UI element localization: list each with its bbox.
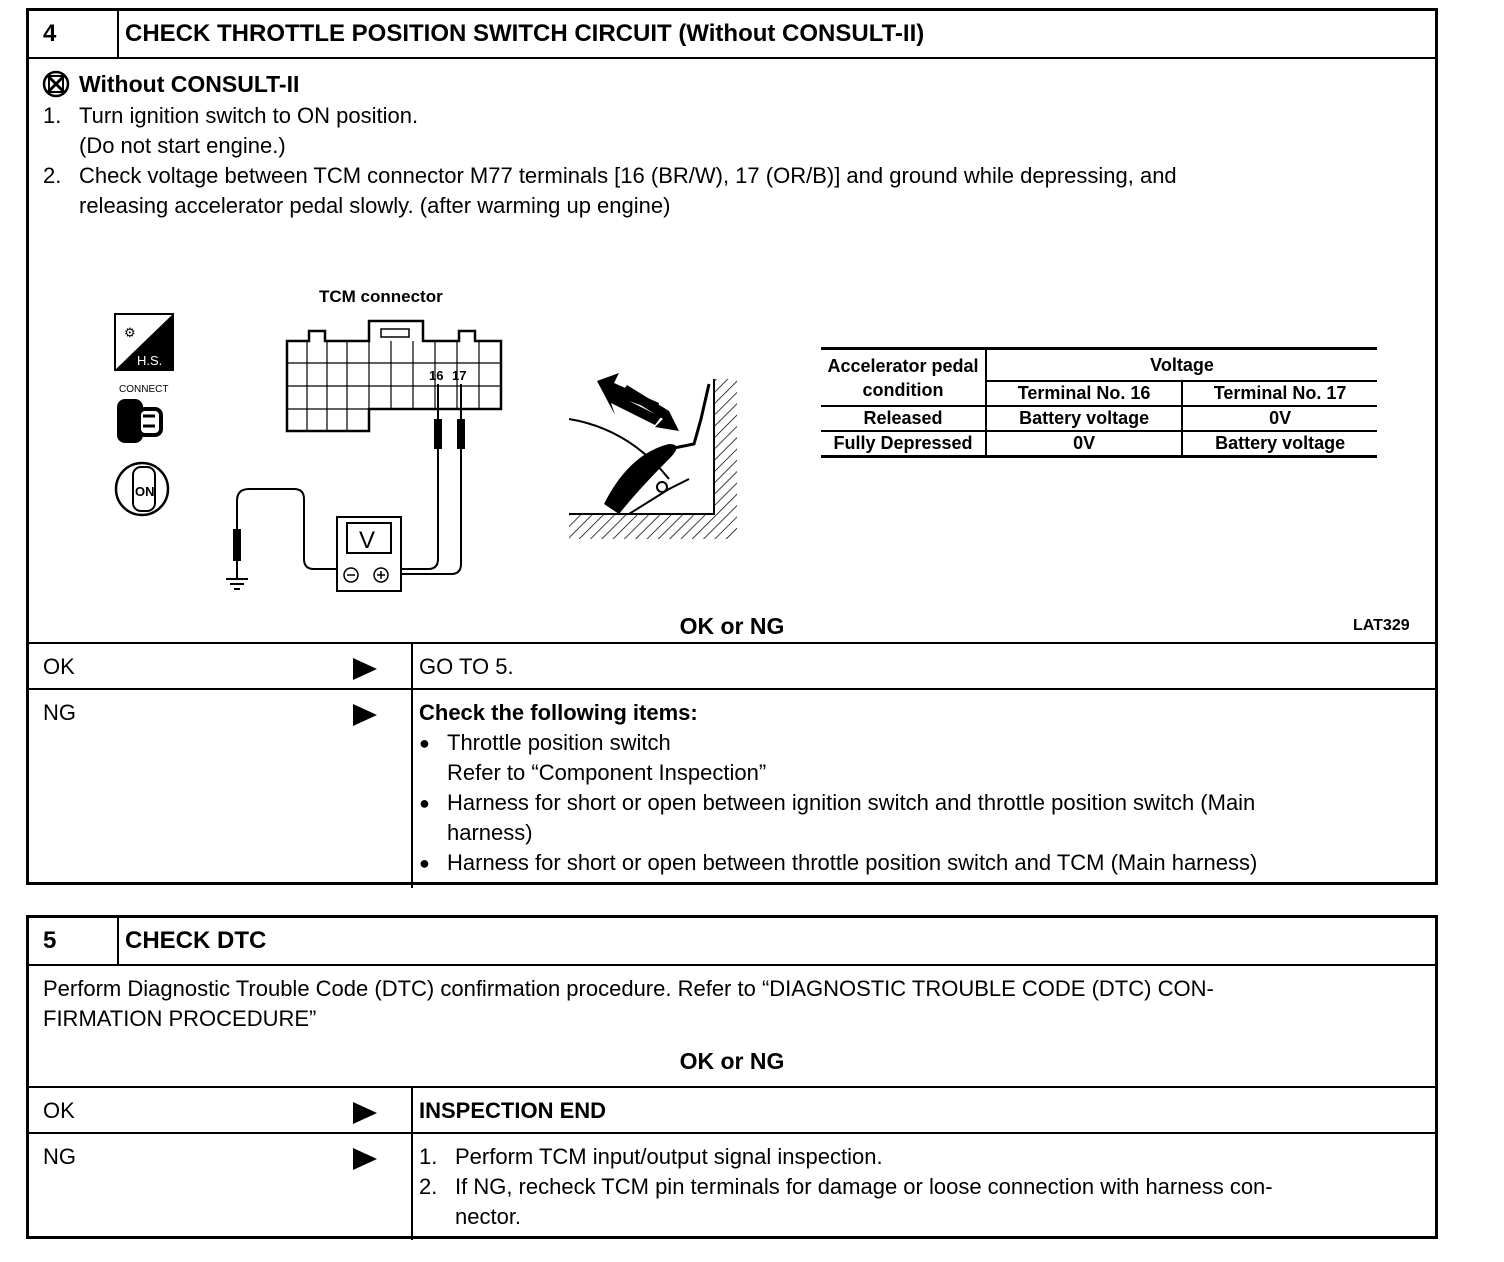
ok-label: OK	[43, 1098, 75, 1123]
ok-action: GO TO 5.	[419, 654, 514, 679]
list-item	[419, 848, 1429, 878]
item-text: Harness for short or open between throttle position switch and TCM (Main harness)	[447, 850, 1258, 875]
step-number: 5	[29, 918, 119, 964]
item-text: If NG, recheck TCM pin terminals for damage or loose connection with harness con-	[455, 1174, 1273, 1199]
table-row	[821, 406, 1377, 431]
voltage-table	[821, 347, 1377, 458]
item-text: nector.	[455, 1204, 522, 1229]
ignition-on-icon	[116, 463, 168, 515]
table-row	[821, 431, 1377, 457]
item-number: 1.	[43, 103, 62, 128]
ok-label: OK	[43, 654, 75, 679]
connect-label: CONNECT	[119, 384, 169, 395]
ok-row	[29, 642, 1435, 688]
body-text: Perform Diagnostic Trouble Code (DTC) confirmation procedure. Refer to “DIAGNOSTIC TROUBLE CODE (DTC) CON-	[43, 976, 1214, 1001]
ok-row	[29, 1086, 1435, 1132]
t16-cell: Battery voltage	[986, 406, 1182, 431]
voltmeter	[337, 517, 401, 591]
body-text: FIRMATION PROCEDURE”	[43, 1006, 317, 1031]
step-4-body	[29, 59, 1435, 642]
item-text: Throttle position switch	[447, 730, 671, 755]
ng-label: NG	[43, 1144, 76, 1169]
t17-cell: 0V	[1182, 406, 1377, 431]
mode-label: Without CONSULT-II	[79, 70, 300, 97]
col-t16-header: Terminal No. 16	[986, 381, 1182, 406]
step-5-text	[43, 974, 1423, 1034]
arrow-right-icon	[353, 1102, 377, 1124]
meter-label: V	[359, 527, 376, 554]
svg-text:⚙: ⚙	[124, 325, 136, 340]
ok-or-ng-label: OK or NG	[679, 1048, 785, 1074]
arrow-right-icon	[353, 658, 377, 680]
col-voltage-header: Voltage	[986, 349, 1377, 382]
instruction-text: releasing accelerator pedal slowly. (after warming up engine)	[79, 193, 671, 218]
pin-16-label: 16	[429, 368, 444, 383]
list-item	[419, 788, 1429, 848]
hs-label: H.S.	[137, 353, 163, 368]
list-item	[419, 728, 1429, 788]
check-items-list	[419, 728, 1429, 878]
ng-row	[29, 688, 1435, 888]
pin-17-label: 17	[452, 368, 467, 383]
ng-label: NG	[43, 700, 76, 725]
list-item	[419, 1172, 1429, 1232]
step-5-body	[29, 966, 1435, 1086]
item-number: 2.	[43, 163, 62, 188]
figure-code: LAT329	[1353, 617, 1410, 634]
step-4-header	[29, 11, 1435, 59]
ok-or-ng-label: OK or NG	[679, 613, 785, 639]
connector-label: TCM connector	[319, 287, 443, 306]
connector-icon	[117, 399, 161, 443]
step-4-box	[26, 8, 1438, 885]
tcm-connector	[287, 321, 501, 431]
bullet-icon: ●	[419, 853, 430, 873]
ng-action	[413, 1134, 1435, 1240]
ng-row	[29, 1132, 1435, 1240]
item-text: Perform TCM input/output signal inspection.	[455, 1144, 883, 1169]
t17-cell: Battery voltage	[1182, 431, 1377, 457]
t16-cell: 0V	[986, 431, 1182, 457]
instruction-text: (Do not start engine.)	[79, 133, 286, 158]
list-item	[419, 1142, 1429, 1172]
hs-icon	[115, 314, 173, 370]
step-title: CHECK DTC	[125, 927, 267, 954]
col-t17-header: Terminal No. 17	[1182, 381, 1377, 406]
item-text: Harness for short or open between ignition switch and throttle position switch (Main	[447, 790, 1256, 815]
ng-action	[413, 690, 1435, 888]
step-number: 4	[29, 11, 119, 57]
col-condition-header: Accelerator pedal condition	[821, 349, 986, 407]
accelerator-pedal-drawing	[569, 373, 737, 539]
condition-cell: Released	[821, 406, 986, 431]
item-number: 2.	[419, 1174, 438, 1199]
item-text: harness)	[447, 820, 533, 845]
ng-steps-list	[419, 1142, 1429, 1232]
condition-cell: Fully Depressed	[821, 431, 986, 457]
instruction-text: Check voltage between TCM connector M77 terminals [16 (BR/W), 17 (OR/B)] and ground while depressing, and	[79, 163, 1177, 188]
step-5-box	[26, 915, 1438, 1239]
step-5-header	[29, 918, 1435, 966]
ok-action: INSPECTION END	[419, 1098, 607, 1123]
on-label: ON	[135, 484, 155, 499]
ng-heading: Check the following items:	[419, 700, 698, 725]
bullet-icon: ●	[419, 733, 430, 753]
step-title: CHECK THROTTLE POSITION SWITCH CIRCUIT (Without CONSULT-II)	[125, 20, 925, 47]
instruction-text: Turn ignition switch to ON position.	[79, 103, 419, 128]
arrow-right-icon	[353, 1148, 377, 1170]
item-number: 1.	[419, 1144, 438, 1169]
item-text: Refer to “Component Inspection”	[447, 760, 767, 785]
arrow-right-icon	[353, 704, 377, 726]
bullet-icon: ●	[419, 793, 430, 813]
